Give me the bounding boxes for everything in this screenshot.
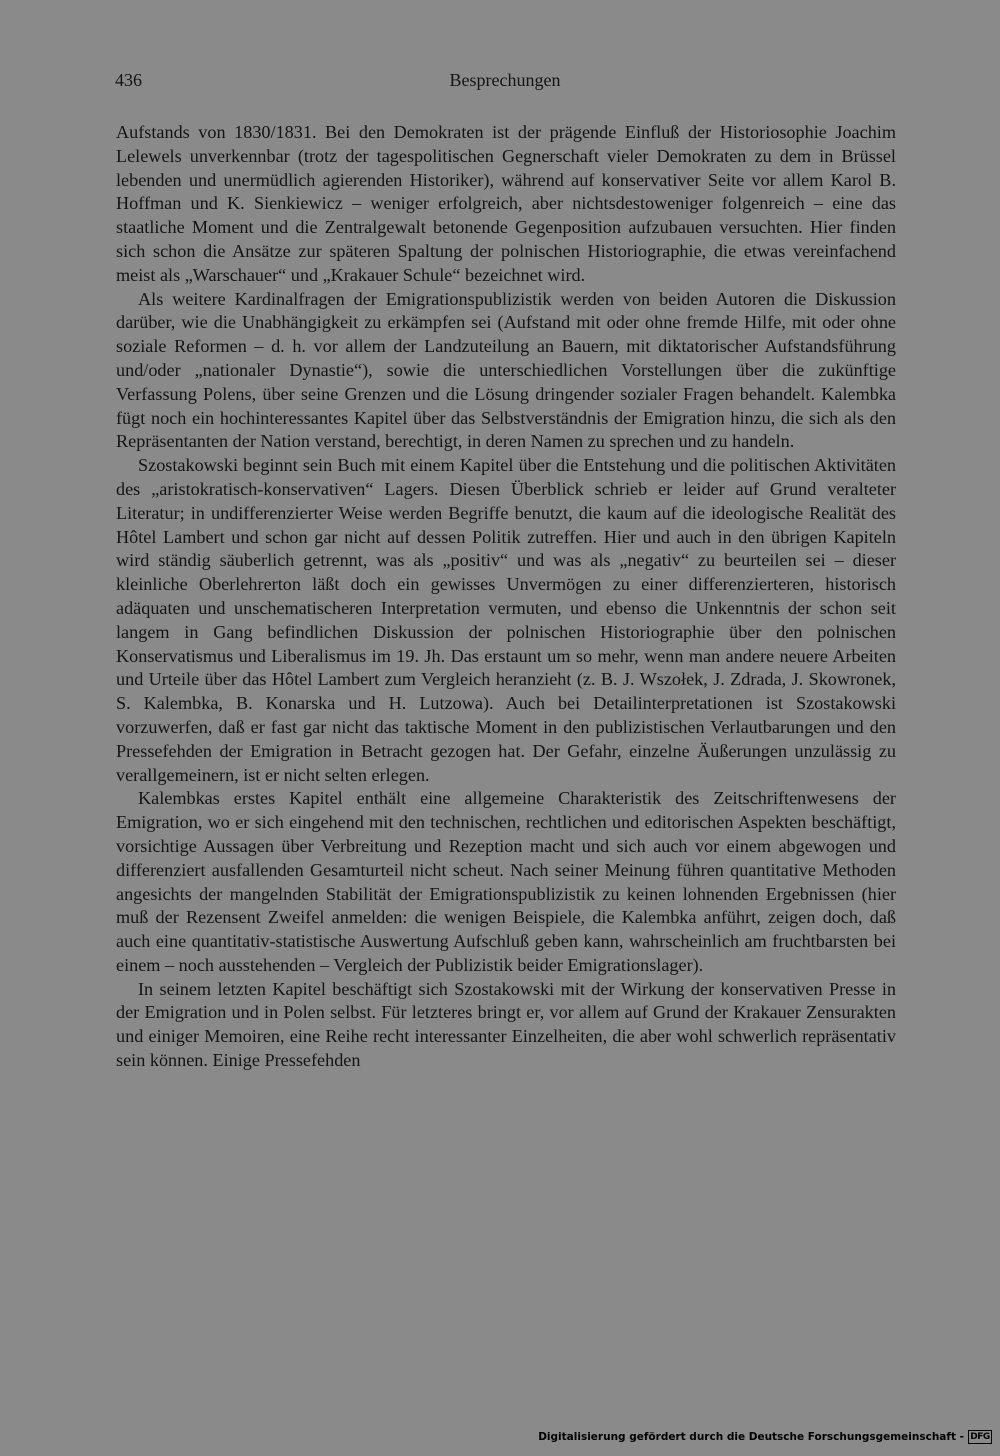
paragraph: Aufstands von 1830/1831. Bei den Demokraten ist der prägende Einfluß der Historiosophie Joachim Lelewels unverkennbar (trotz der tagespolitischen Gegnerschaft vieler Demokraten zu dem in Brüssel lebenden und unermüdlich agierenden Historiker), während auf konservativer Seite vor allem Karol B. Hoffman und K. Sienkiewicz – weniger erfolgreich, aber nichtsdestoweniger folgenreich – eine das staatliche Moment und die Zentralgewalt betonende Gegenposition aufzubauen versuchten. Hier finden sich schon die Ansätze zur späteren Spaltung der polnischen Historiographie, die etwas vereinfachend meist als „Warschauer“ und „Krakauer Schule“ bezeichnet wird. — [116, 122, 896, 285]
review-body-text — [116, 121, 896, 1073]
paragraph: Szostakowski beginnt sein Buch mit einem Kapitel über die Entstehung und die politischen Aktivitäten des „aristokratisch-konservativen“ Lagers. Diesen Überblick schrieb er leider auf Grund veralteter Literatur; in undifferenzierter Weise werden Begriffe benutzt, die kaum auf die ideologische Realität des Hôtel Lambert und schon gar nicht auf dessen Politik zutreffen. Hier und auch in den übrigen Kapiteln wird ständig säuberlich getrennt, was als „positiv“ und was als „negativ“ zu beurteilen sei – dieser kleinliche Oberlehrerton läßt doch ein gewisses Unvermögen zu einer differenzierteren, historisch adäquaten und unschematischeren Interpretation vermuten, und ebenso die Unkenntnis der schon seit langem in Gang befindlichen Diskussion der polnischen Historiographie über den polnischen Konservatismus und Liberalismus im 19. Jh. Das erstaunt um so mehr, wenn man andere neuere Arbeiten und Urteile über das Hôtel Lambert zum Vergleich heranzieht (z. B. J. Wszołek, J. Zdrada, J. Skowronek, S. Kalembka, B. Konarska und H. Lutzowa). Auch bei Detailinterpretationen ist Szostakowski vorzuwerfen, daß er fast gar nicht das taktische Moment in den publizistischen Verlautbarungen und den Pressefehden der Emigration in Betracht gezogen hat. Der Gefahr, einzelne Äußerungen unzulässig zu verallgemeinern, ist er nicht selten erlegen. — [116, 455, 896, 785]
paragraph: In seinem letzten Kapitel beschäftigt sich Szostakowski mit der Wirkung der konservativen Presse in der Emigration und in Polen selbst. Für letzteres bringt er, vor allem auf Grund der Krakauer Zensurakten und einiger Memoiren, eine Reihe recht interessanter Einzelheiten, die aber wohl schwerlich repräsentativ sein können. Einige Pressefehden — [116, 978, 896, 1071]
dfg-logo: DFG — [968, 1430, 992, 1444]
paragraph: Als weitere Kardinalfragen der Emigrationspublizistik werden von beiden Autoren die Diskussion darüber, wie die Unabhängigkeit zu erkämpfen sei (Aufstand mit oder ohne fremde Hilfe, mit oder ohne soziale Reformen – d. h. vor allem der Landzuteilung an Bauern, mit diktatorischer Aufstandsführung und/oder „nationaler Dynastie“), sowie die unterschiedlichen Vorstellungen über die zukünftige Verfassung Polens, über seine Grenzen und die Lösung dringender sozialer Fragen behandelt. Kalembka fügt noch ein hochinteressantes Kapitel über das Selbstverständnis der Emigration hinzu, die sich als den Repräsentanten der Nation verstand, berechtigt, in deren Namen zu sprechen und zu handeln. — [116, 288, 896, 452]
digitization-footer — [538, 1430, 992, 1444]
page-header — [115, 70, 895, 94]
footer-credit-text: Digitalisierung gefördert durch die Deutsche Forschungsgemeinschaft - — [538, 1431, 964, 1443]
paragraph: Kalembkas erstes Kapitel enthält eine allgemeine Charakteristik des Zeitschriftenwesens der Emigration, wo er sich eingehend mit den technischen, rechtlichen und editorischen Aspekten beschäftigt, vorsichtige Aussagen über Verbreitung und Rezeption macht und sich auch vor einem abgewogen und differenziert ausfallenden Gesamturteil nicht scheut. Nach seiner Meinung führen quantitative Methoden angesichts der mangelnden Stabilität der Emigrationspublizistik zu keinen lohnenden Ergebnissen (hier muß der Rezensent Zweifel anmelden: die wenigen Beispiele, die Kalembka anführt, zeigen doch, daß auch eine quantitativ-statistische Auswertung Aufschluß geben kann, wahrscheinlich am fruchtbarsten bei einem – noch ausstehenden – Vergleich der Publizistik beider Emigrationslager). — [116, 788, 896, 975]
page-number: 436 — [115, 70, 142, 90]
running-head: Besprechungen — [449, 70, 561, 90]
